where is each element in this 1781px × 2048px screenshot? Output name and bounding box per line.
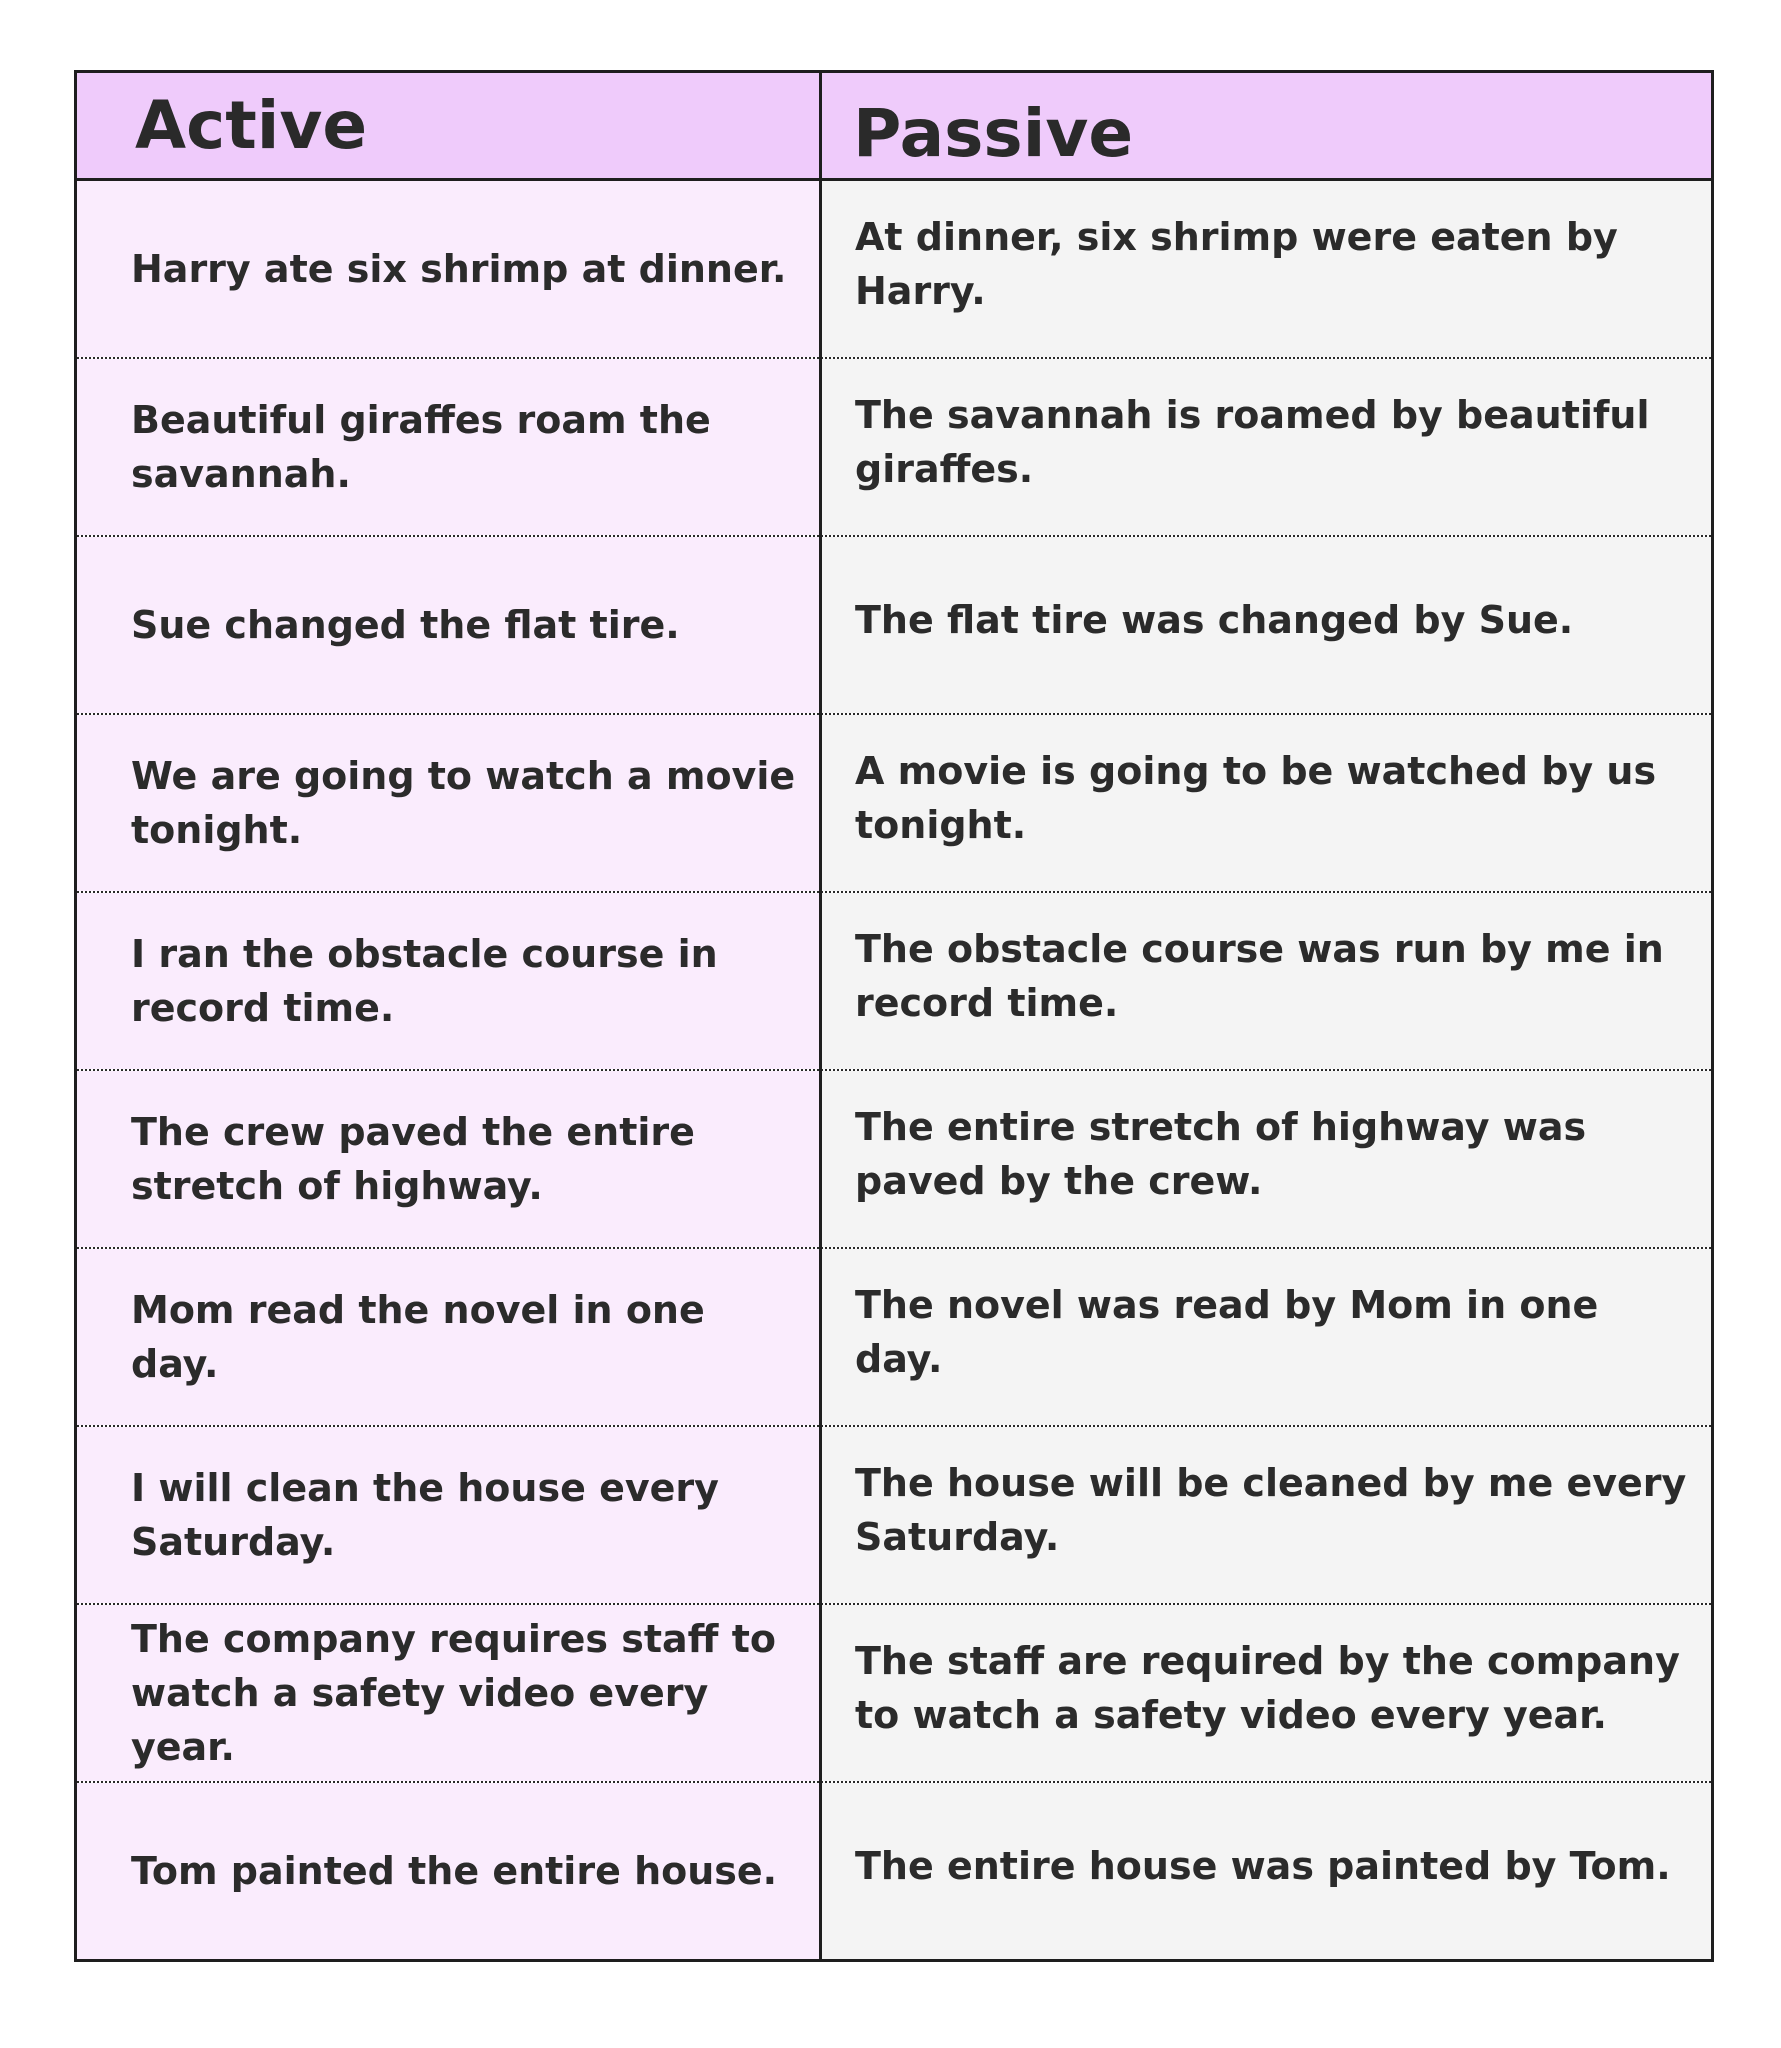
passive-sentence: The staff are required by the company to watch a safety video every year. [819, 1605, 1711, 1781]
active-sentence: Mom read the novel in one day. [77, 1249, 819, 1425]
column-divider [819, 73, 822, 1959]
table-row [77, 1249, 1711, 1427]
active-passive-table [74, 70, 1714, 1962]
passive-sentence: The novel was read by Mom in one day. [819, 1249, 1711, 1425]
active-sentence: I ran the obstacle course in record time. [77, 893, 819, 1069]
table-body [77, 181, 1711, 1959]
passive-sentence: At dinner, six shrimp were eaten by Harry. [819, 181, 1711, 357]
table-row [77, 1783, 1711, 1959]
passive-sentence: A movie is going to be watched by us tonight. [819, 715, 1711, 891]
table-row [77, 537, 1711, 715]
active-sentence: Sue changed the flat tire. [77, 537, 819, 713]
active-sentence: Harry ate six shrimp at dinner. [77, 181, 819, 357]
active-sentence: I will clean the house every Saturday. [77, 1427, 819, 1603]
passive-sentence: The flat tire was changed by Sue. [819, 537, 1711, 713]
passive-sentence: The savannah is roamed by beautiful giraffes. [819, 359, 1711, 535]
table-row [77, 1071, 1711, 1249]
header-active: Active [135, 87, 368, 164]
table-row [77, 715, 1711, 893]
active-sentence: Beautiful giraffes roam the savannah. [77, 359, 819, 535]
passive-sentence: The house will be cleaned by me every Saturday. [819, 1427, 1711, 1603]
table-row [77, 359, 1711, 537]
table-row [77, 893, 1711, 1071]
passive-sentence: The entire house was painted by Tom. [819, 1783, 1711, 1959]
table-row [77, 181, 1711, 359]
active-sentence: The company requires staff to watch a safety video every year. [77, 1605, 819, 1781]
active-sentence: We are going to watch a movie tonight. [77, 715, 819, 891]
header-passive: Passive [853, 95, 1134, 172]
table-row [77, 1427, 1711, 1605]
active-sentence: Tom painted the entire house. [77, 1783, 819, 1959]
table-header [77, 73, 1711, 181]
passive-sentence: The obstacle course was run by me in record time. [819, 893, 1711, 1069]
active-sentence: The crew paved the entire stretch of highway. [77, 1071, 819, 1247]
table-row [77, 1605, 1711, 1783]
passive-sentence: The entire stretch of highway was paved by the crew. [819, 1071, 1711, 1247]
